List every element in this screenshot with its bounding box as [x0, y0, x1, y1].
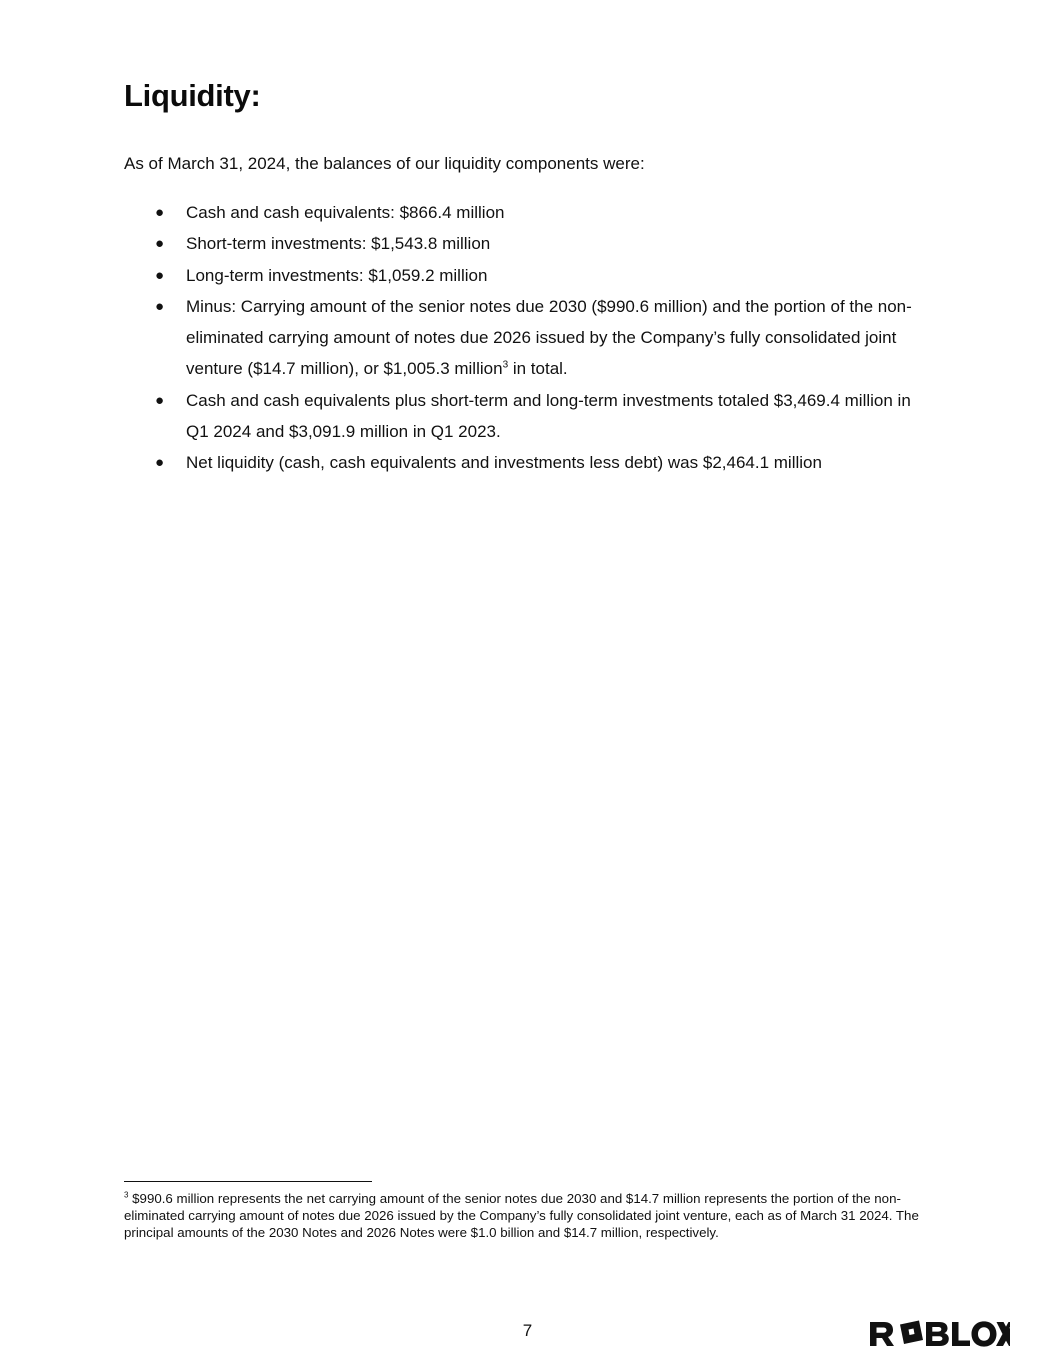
list-item [124, 385, 914, 448]
footnote-reference[interactable]: 3 [502, 359, 509, 371]
logo-letter-x [996, 1322, 1010, 1346]
list-item [124, 197, 914, 228]
bullet-icon: ● [155, 235, 165, 253]
footnote-text: $990.6 million represents the net carrying amount of the senior notes due 2030 and $14.7 million represents the portion of the non-eliminated carrying amount of notes due 2026 issued by the Company’s fully consolidated joint venture, each as of March 31 2024. The principal amounts of the 2030 Notes and 2026 Notes were $1.0 billion and $14.7 million, respectively. [124, 1191, 919, 1240]
list-item-text: Cash and cash equivalents: $866.4 million [186, 203, 505, 222]
bullet-icon: ● [155, 454, 165, 472]
logo-letter-r [870, 1322, 894, 1346]
footnote-divider [124, 1181, 372, 1182]
list-item [124, 260, 914, 291]
list-item-text: Long-term investments: $1,059.2 million [186, 265, 488, 285]
list-item [124, 228, 914, 259]
logo-tilted-square-icon [900, 1321, 923, 1345]
logo-letter-b [926, 1322, 949, 1346]
logo-letter-l [952, 1322, 970, 1346]
bullet-icon: ● [155, 204, 165, 221]
list-item-text: Cash and cash equivalents plus short-term and long-term investments totaled $3,469.4 million in Q1 2024 and $3,091.9 million in Q1 2023. [186, 390, 911, 442]
page-number: 7 [522, 1321, 533, 1340]
roblox-logo [868, 1318, 1010, 1350]
footnote [124, 1190, 934, 1241]
intro-paragraph: As of March 31, 2024, the balances of our liquidity components were: [124, 154, 645, 173]
bullet-icon: ● [155, 266, 165, 284]
list-item-text: Minus: Carrying amount of the senior notes due 2030 ($990.6 million) and the portion of the non-eliminated carrying amount of notes due 2026 issued by the Company’s fully consolidated joint venture ($14.7 million), or $1,005.3 million [186, 296, 912, 379]
logo-letter-o [972, 1321, 997, 1346]
liquidity-list [124, 197, 914, 479]
list-item-text: Short-term investments: $1,543.8 million [186, 234, 491, 254]
list-item [124, 291, 914, 385]
bullet-icon: ● [155, 297, 165, 315]
bullet-icon: ● [155, 391, 165, 409]
section-heading: Liquidity: [124, 78, 261, 113]
list-item-text: Net liquidity (cash, cash equivalents and investments less debt) was $2,464.1 million [186, 453, 822, 473]
list-item [124, 447, 914, 478]
list-item-text-tail: in total. [508, 359, 568, 379]
footnote-marker: 3 [124, 1190, 129, 1200]
